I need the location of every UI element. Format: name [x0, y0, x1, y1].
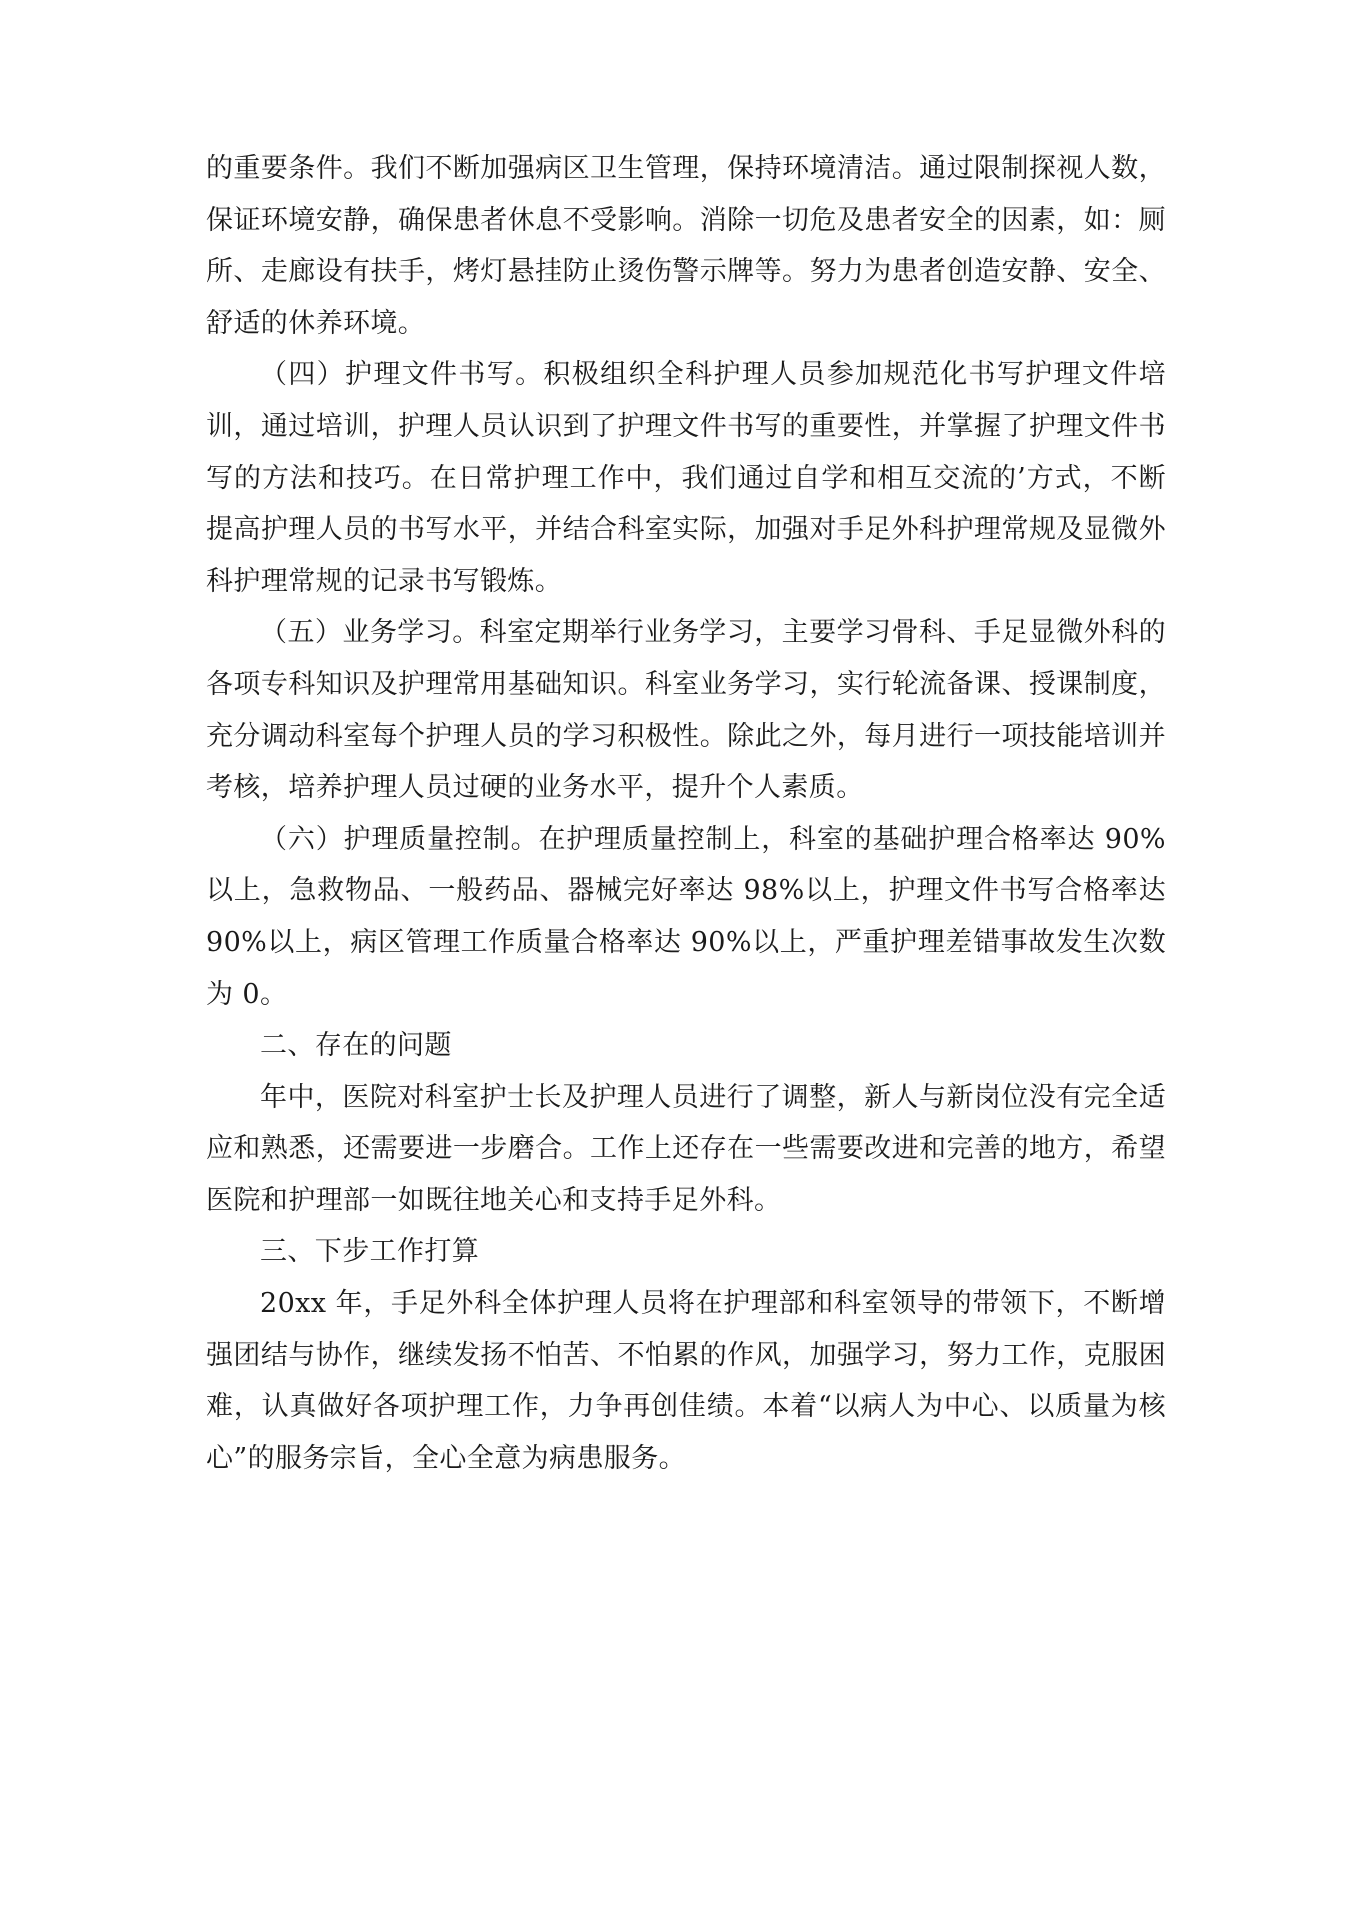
paragraph-problems: 年中，医院对科室护士长及护理人员进行了调整，新人与新岗位没有完全适应和熟悉，还需要进一步磨合。工作上还存在一些需要改进和完善的地方，希望医院和护理部一如既往地关心和支持手足外科。 — [206, 1081, 1166, 1216]
paragraph-environment: 的重要条件。我们不断加强病区卫生管理，保持环境清洁。通过限制探视人数，保证环境安静，确保患者休息不受影响。消除一切危及患者安全的因素，如：厕所、走廊设有扶手，烤灯悬挂防止烫伤警示牌等。努力为患者创造安静、安全、舒适的休养环境。 — [206, 153, 1166, 339]
heading-next-plan: 三、下步工作打算 — [260, 1236, 480, 1268]
heading-existing-problems: 二、存在的问题 — [260, 1030, 452, 1062]
paragraph-business-learning: （五）业务学习。科室定期举行业务学习，主要学习骨科、手足显微外科的各项专科知识及护理常用基础知识。科室业务学习，实行轮流备课、授课制度，充分调动科室每个护理人员的学习积极性。除此之外，每月进行一项技能培训并考核，培养护理人员过硬的业务水平，提升个人素质。 — [206, 617, 1166, 804]
document-body — [206, 143, 1166, 1484]
paragraph-nursing-documents: （四）护理文件书写。积极组织全科护理人员参加规范化书写护理文件培训，通过培训，护理人员认识到了护理文件书写的重要性，并掌握了护理文件书写的方法和技巧。在日常护理工作中，我们通过自学和相互交流的’方式，不断提高护理人员的书写水平，并结合科室实际，加强对手足外科护理常规及显微外科护理常规的记录书写锻炼。 — [206, 359, 1166, 597]
paragraph-next-plan: 20xx 年，手足外科全体护理人员将在护理部和科室领导的带领下，不断增强团结与协作，继续发扬不怕苦、不怕累的作风，加强学习，努力工作，克服困难，认真做好各项护理工作，力争再创佳绩。本着“以病人为中心、以质量为核心”的服务宗旨，全心全意为病患服务。 — [206, 1288, 1166, 1474]
paragraph-quality-control: （六）护理质量控制。在护理质量控制上，科室的基础护理合格率达 90%以上，急救物品、一般药品、器械完好率达 98%以上，护理文件书写合格率达 90%以上，病区管理工作质量合格率达 90%以上，严重护理差错事故发生次数为 0。 — [206, 823, 1166, 1010]
